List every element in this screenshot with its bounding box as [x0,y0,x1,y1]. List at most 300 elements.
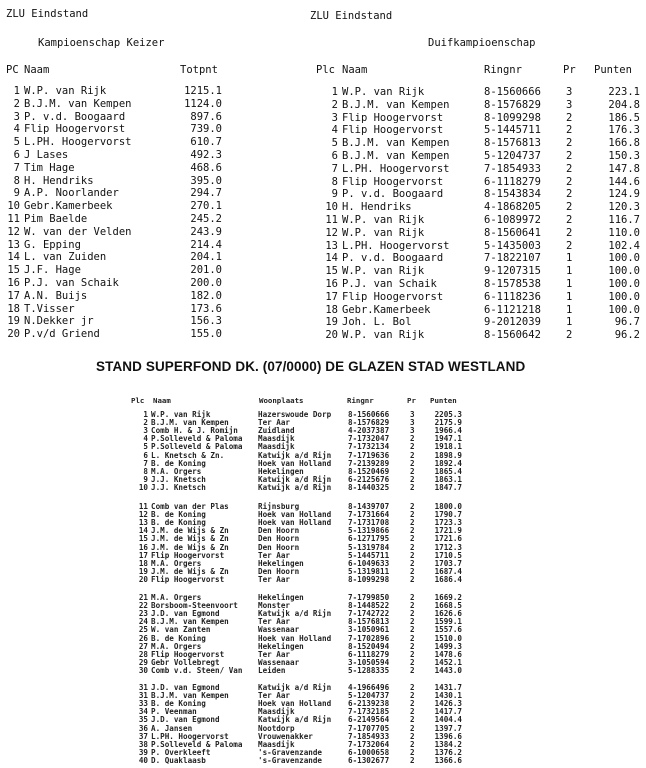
name-cell: Comb H. & J. Romijn [151,426,238,436]
table-row [0,316,646,329]
town-cell: Hoek van Holland [258,458,332,468]
rank-cell: 4 [13,123,20,136]
superfond-header-naam: Naam [153,396,171,405]
points-cell: 492.3 [190,149,222,161]
rank-cell: 31 [138,691,148,701]
table-row [0,252,646,265]
points-cell: 1669.2 [434,593,462,602]
name-cell: Flip Hoogervorst [151,550,225,560]
rank-cell: 31 [138,683,148,692]
points-cell: 100.0 [608,252,640,265]
name-cell: Gebr Vollebregt [151,657,220,667]
name-cell: Tim Hage [24,161,75,174]
rank-cell: 20 [7,328,20,341]
rank-cell: 8 [143,466,148,476]
rank-cell: 10 [138,482,148,492]
points-cell: 100.0 [608,278,640,290]
points-cell: 100.0 [608,303,640,316]
ring-cell: 8-1520469 [348,466,390,476]
points-cell: 100.0 [608,265,640,278]
pr-cell: 2 [410,566,415,576]
right-zlu-heading: ZLU Eindstand [310,10,393,22]
pr-cell: 2 [410,526,415,536]
right-table-title: Duifkampioenschap [428,37,536,49]
name-cell: B.J.M. van Kempen [151,418,229,428]
name-cell: B. de Koning [151,699,206,709]
rank-cell: 17 [7,289,20,302]
name-cell: P. v.d. Boogaard [342,188,444,201]
superfond-header-plc: Plc [131,396,145,405]
town-cell: 's-Gravenzande [258,747,323,757]
name-cell: P.Solleveld & Paloma [151,442,243,452]
ring-cell: 8-1576813 [348,617,390,627]
points-cell: 1124.0 [184,97,222,110]
rank-cell: 2 [143,418,148,428]
rank-cell: 37 [138,731,148,741]
points-cell: 243.9 [190,225,222,238]
ring-cell: 5-1319866 [348,526,390,536]
town-cell: Nootdorp [258,723,295,733]
name-cell: A.P. Noorlander [24,187,119,200]
pr-cell: 2 [566,214,573,226]
name-cell: J.D. van Egmond [151,715,220,725]
points-cell: 245.2 [190,213,222,225]
pr-cell: 2 [410,683,415,692]
pr-cell: 2 [410,502,415,511]
ring-cell: 8-1560666 [484,86,541,98]
name-cell: B.J.M. van Kempen [342,98,450,111]
points-cell: 1557.6 [434,625,462,635]
name-cell: P. v.d. Boogaard [342,252,444,265]
ring-cell: 7-1854933 [348,731,390,741]
rank-cell: 16 [325,278,338,290]
pr-cell: 2 [410,649,415,659]
pr-cell: 2 [410,542,415,552]
rank-cell: 1 [13,85,20,97]
points-cell: 1396.6 [434,731,462,741]
pr-cell: 2 [410,625,415,635]
name-cell: J.M. de Wijs & Zn [151,566,229,576]
table-row [0,575,646,584]
ring-cell: 4-1966496 [348,683,390,692]
points-cell: 1430.1 [434,691,462,701]
pr-cell: 2 [410,715,415,725]
ring-cell: 8-1543834 [484,188,541,201]
rank-cell: 16 [138,542,148,552]
pr-cell: 2 [410,510,415,520]
name-cell: W.P. van Rijk [342,86,425,98]
ring-cell: 8-1560642 [484,329,541,342]
name-cell: B. de Koning [151,458,206,468]
points-cell: 1721.6 [434,534,462,544]
rank-cell: 6 [143,450,148,460]
rank-cell: 13 [325,239,338,252]
pr-cell: 1 [566,252,573,265]
name-cell: Flip Hoogervorst [342,124,444,137]
ring-cell: 6-1049633 [348,558,390,568]
name-cell: Comb v.d. Steen/ Van [151,665,243,675]
town-cell: Ter Aar [258,691,291,701]
points-cell: 739.0 [190,123,222,136]
name-cell: B.J.M. van Kempen [151,691,229,701]
name-cell: G. Epping [24,238,81,251]
pr-cell: 2 [410,641,415,651]
points-cell: 1384.2 [434,739,462,749]
rank-cell: 17 [325,290,338,303]
table-row [0,265,646,278]
table-row [0,214,646,227]
ring-cell: 9-1207315 [484,265,541,278]
right-header-plc: Plc [316,64,335,76]
ring-cell: 7-1799850 [348,593,390,602]
pr-cell: 1 [566,303,573,316]
town-cell: Hekelingen [258,641,304,651]
table-row [0,756,646,765]
town-cell: Maasdijk [258,739,295,749]
ring-cell: 6-2149564 [348,715,390,725]
name-cell: J.J. Knetsch [151,474,206,484]
points-cell: 1918.1 [434,442,462,452]
rank-cell: 11 [7,213,20,225]
points-cell: 1892.4 [434,458,462,468]
rank-cell: 10 [7,200,20,213]
rank-cell: 5 [331,137,338,150]
name-cell: W.P. van Rijk [342,329,425,342]
points-cell: 1417.7 [434,707,462,717]
name-cell: Flip Hoogervorst [342,175,444,188]
ring-cell: 5-1435003 [484,239,541,252]
ring-cell: 6-1118236 [484,290,541,303]
right-header-pr: Pr [563,64,576,76]
table-row [0,329,646,342]
rank-cell: 38 [138,739,148,749]
pr-cell: 2 [410,731,415,741]
table-row [0,201,646,214]
name-cell: L.PH. Hoogervorst [24,136,132,149]
ring-cell: 5-1204737 [484,150,541,162]
pr-cell: 2 [410,665,415,675]
town-cell: Hoek van Holland [258,510,332,520]
rank-cell: 9 [13,187,20,200]
ring-cell: 8-1560641 [484,226,541,239]
rank-cell: 33 [138,699,148,709]
points-cell: 468.6 [190,161,222,174]
name-cell: D. Quaklaasb [151,755,206,765]
town-cell: Ter Aar [258,649,291,659]
rank-cell: 19 [7,315,20,328]
points-cell: 1721.9 [434,526,462,536]
ring-cell: 6-2125676 [348,474,390,484]
rank-cell: 19 [325,316,338,329]
points-cell: 1215.1 [184,85,222,97]
ring-cell: 5-1319811 [348,566,390,576]
name-cell: J.J. Knetsch [151,482,206,492]
table-row [0,163,646,176]
town-cell: Katwijk a/d Rijn [258,609,332,619]
name-cell: A.N. Buijs [24,289,88,302]
table-row [0,666,646,675]
pr-cell: 2 [410,450,415,460]
rank-cell: 34 [138,707,148,717]
ring-cell: 8-1440325 [348,482,390,492]
points-cell: 144.6 [608,175,640,188]
points-cell: 270.1 [190,200,222,213]
town-cell: Maasdijk [258,442,295,452]
points-cell: 110.0 [608,226,640,239]
pr-cell: 1 [566,290,573,303]
town-cell: Hoek van Holland [258,699,332,709]
points-cell: 176.3 [608,124,640,137]
points-cell: 1863.1 [434,474,462,484]
pr-cell: 2 [410,442,415,452]
town-cell: Katwijk a/d Rijn [258,450,332,460]
pr-cell: 1 [566,278,573,290]
town-cell: Hazerswoude Dorp [258,410,332,419]
points-cell: 1426.3 [434,699,462,709]
name-cell: M.A. Orgers [151,593,202,602]
name-cell: W.P. van Rijk [342,226,425,239]
rank-cell: 12 [7,225,20,238]
right-header-punten: Punten [594,64,632,76]
name-cell: J.D. van Egmond [151,683,220,692]
ring-cell: 7-1731664 [348,510,390,520]
rank-cell: 14 [138,526,148,536]
points-cell: 1712.3 [434,542,462,552]
name-cell: W.P. van Rijk [342,214,425,226]
rank-cell: 16 [7,277,20,289]
pr-cell: 2 [566,162,573,175]
rank-cell: 11 [138,502,148,511]
pr-cell: 2 [410,593,415,602]
pr-cell: 2 [410,617,415,627]
pr-cell: 2 [566,239,573,252]
table-row [0,176,646,189]
rank-cell: 15 [325,265,338,278]
left-header-totpnt: Totpnt [180,64,218,76]
ring-cell: 8-1578538 [484,278,541,290]
points-cell: 1376.2 [434,747,462,757]
table-row [0,240,646,253]
rank-cell: 4 [143,434,148,444]
points-cell: 1703.7 [434,558,462,568]
rank-cell: 27 [138,641,148,651]
pr-cell: 2 [410,755,415,765]
pr-cell: 2 [566,329,573,342]
points-cell: 150.3 [608,150,640,162]
pr-cell: 2 [410,434,415,444]
rank-cell: 23 [138,609,148,619]
points-cell: 100.0 [608,290,640,303]
rank-cell: 14 [7,251,20,264]
town-cell: Maasdijk [258,434,295,444]
pr-cell: 3 [410,426,415,436]
name-cell: P.v/d Griend [24,328,100,341]
rank-cell: 2 [331,98,338,111]
points-cell: 124.9 [608,188,640,201]
right-header-ringnr: Ringnr [484,64,522,76]
pr-cell: 2 [566,124,573,137]
rank-cell: 20 [138,574,148,584]
name-cell: L.PH. Hoogervorst [342,239,450,252]
table-row [0,124,646,137]
rank-cell: 3 [13,110,20,123]
points-cell: 1397.7 [434,723,462,733]
points-cell: 156.3 [190,315,222,328]
town-cell: Katwijk a/d Rijn [258,683,332,692]
rank-cell: 6 [331,150,338,162]
name-cell: B. de Koning [151,518,206,528]
table-row [0,483,646,492]
ring-cell: 4-1868205 [484,201,541,214]
name-cell: P.Solleveld & Paloma [151,434,243,444]
name-cell: N.Dekker jr [24,315,94,328]
rank-cell: 28 [138,649,148,659]
name-cell: W.P. van Rijk [24,85,107,97]
rank-cell: 11 [325,214,338,226]
points-cell: 182.0 [190,289,222,302]
points-cell: 1510.0 [434,633,462,643]
points-cell: 1723.3 [434,518,462,528]
ring-cell: 8-1099298 [484,111,541,124]
ring-cell: 3-1050961 [348,625,390,635]
name-cell: P. Veenman [151,707,197,717]
ring-cell: 9-2012039 [484,316,541,329]
name-cell: Flip Hoogervorst [151,574,225,584]
town-cell: Katwijk a/d Rijn [258,474,332,484]
points-cell: 1947.1 [434,434,462,444]
ring-cell: 8-1448522 [348,601,390,611]
ring-cell: 5-1288335 [348,665,390,675]
town-cell: Vrouwenakker [258,731,313,741]
name-cell: M.A. Orgers [151,466,202,476]
points-cell: 1865.4 [434,466,462,476]
rank-cell: 7 [143,458,148,468]
name-cell: Gebr.Kamerbeek [342,303,431,316]
pr-cell: 2 [566,137,573,150]
town-cell: Zuidland [258,426,295,436]
ring-cell: 8-1576829 [348,418,390,428]
name-cell: L. van Zuiden [24,251,107,264]
rank-cell: 18 [138,558,148,568]
rank-cell: 40 [138,755,148,765]
pr-cell: 2 [566,111,573,124]
rank-cell: 25 [138,625,148,635]
ring-cell: 5-1445711 [348,550,390,560]
ring-cell: 8-1576829 [484,98,541,111]
ring-cell: 8-1099298 [348,574,390,584]
name-cell: W. van der Velden [24,225,132,238]
rank-cell: 8 [331,175,338,188]
rank-cell: 20 [325,329,338,342]
pr-cell: 3 [566,86,573,98]
ring-cell: 6-1271795 [348,534,390,544]
name-cell: P.Solleveld & Paloma [151,739,243,749]
points-cell: 204.1 [190,251,222,264]
rank-cell: 9 [331,188,338,201]
town-cell: Hekelingen [258,466,304,476]
town-cell: Monster [258,601,291,611]
town-cell: 's-Gravenzande [258,755,323,765]
points-cell: 116.7 [608,214,640,226]
points-cell: 186.5 [608,111,640,124]
rank-cell: 14 [325,252,338,265]
pr-cell: 2 [566,201,573,214]
table-row [0,112,646,125]
points-cell: 1431.7 [434,683,462,692]
rank-cell: 6 [13,149,20,161]
name-cell: T.Visser [24,302,75,315]
town-cell: Rijnsburg [258,502,300,511]
town-cell: Den Hoorn [258,542,300,552]
points-cell: 173.6 [190,302,222,315]
rank-cell: 21 [138,593,148,602]
ring-cell: 4-2037387 [348,426,390,436]
pr-cell: 2 [410,574,415,584]
points-cell: 102.4 [608,239,640,252]
points-cell: 155.0 [190,328,222,341]
name-cell: Flip Hoogervorst [24,123,126,136]
points-cell: 610.7 [190,136,222,149]
rank-cell: 5 [143,442,148,452]
points-cell: 201.0 [190,264,222,277]
pr-cell: 2 [566,188,573,201]
pr-cell: 2 [410,518,415,528]
points-cell: 1668.5 [434,601,462,611]
name-cell: B. de Koning [151,510,206,520]
name-cell: H. Hendriks [342,201,412,214]
rank-cell: 36 [138,723,148,733]
name-cell: J Lases [24,149,69,161]
table-row [0,150,646,163]
points-cell: 1404.4 [434,715,462,725]
pr-cell: 2 [410,739,415,749]
ring-cell: 7-1732047 [348,434,390,444]
table-row [0,304,646,317]
right-header-naam: Naam [342,64,368,76]
rank-cell: 8 [13,174,20,187]
name-cell: W.P. van Rijk [342,265,425,278]
pr-cell: 2 [410,723,415,733]
ring-cell: 7-1732134 [348,442,390,452]
superfond-header-ringnr: Ringnr [347,396,374,405]
name-cell: B. de Koning [151,633,206,643]
name-cell: L. Knetsch & Zn. [151,450,225,460]
name-cell: B.J.M. van Kempen [24,97,132,110]
rank-cell: 39 [138,747,148,757]
ring-cell: 7-2139289 [348,458,390,468]
points-cell: 120.3 [608,201,640,214]
points-cell: 294.7 [190,187,222,200]
points-cell: 1847.7 [434,482,462,492]
pr-cell: 3 [566,98,573,111]
rank-cell: 18 [7,302,20,315]
town-cell: Den Hoorn [258,526,300,536]
name-cell: Comb van der Plas [151,502,229,511]
table-row [0,227,646,240]
left-header-pc: PC [6,64,19,76]
points-cell: 1626.6 [434,609,462,619]
ring-cell: 7-1707705 [348,723,390,733]
ring-cell: 6-1121218 [484,303,541,316]
rank-cell: 13 [138,518,148,528]
ring-cell: 7-1742722 [348,609,390,619]
rank-cell: 7 [13,161,20,174]
rank-cell: 24 [138,617,148,627]
name-cell: P.J. van Schaik [24,277,119,289]
points-cell: 1366.6 [434,755,462,765]
ring-cell: 7-1732185 [348,707,390,717]
rank-cell: 22 [138,601,148,611]
